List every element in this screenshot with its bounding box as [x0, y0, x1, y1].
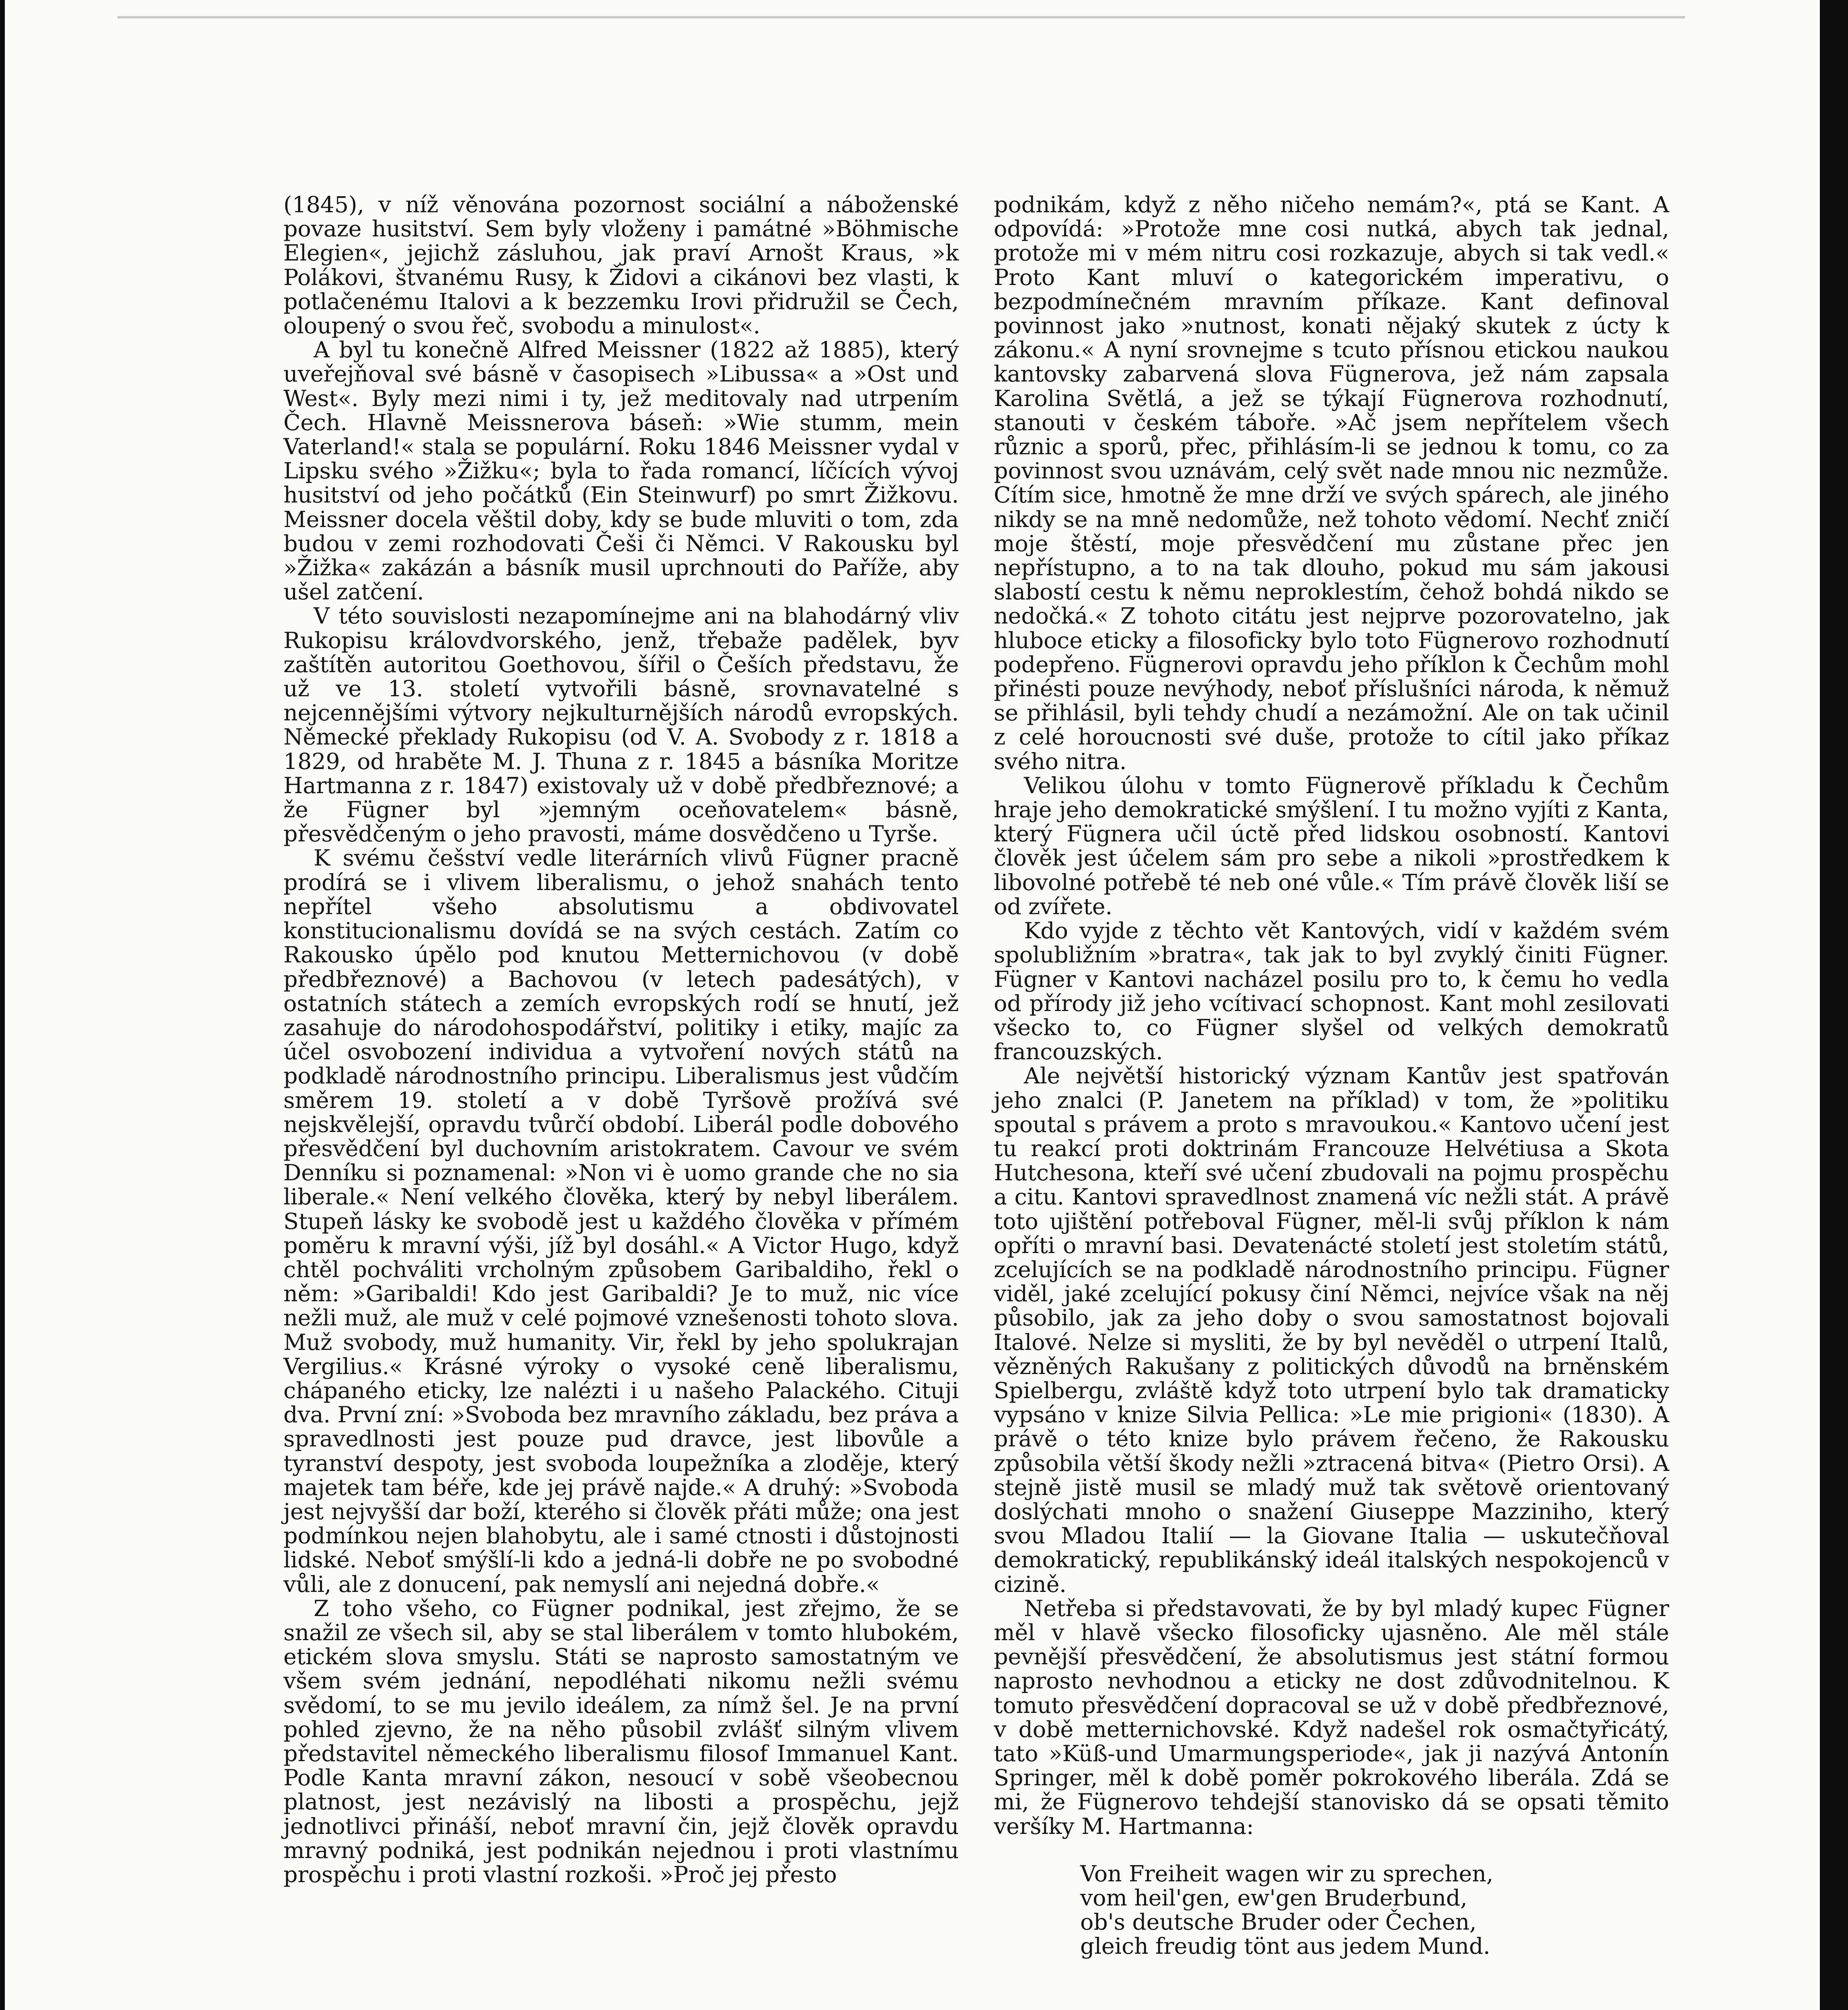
paragraph: Z toho všeho, co Fügner podnikal, jest zřejmo, že se snažil ze všech sil, aby se stal liberálem v tomto hlubokém, etickém slova smyslu. Státi se naprosto samostatným ve všem svém jednání, nepodléhati nikomu nežli svému svědomí, to se mu jevilo ideálem, za nímž šel. Je na první pohled zjevno, že na něho působil zvlášť silným vlivem představitel německého liberalismu filosof Immanuel Kant. Podle Kanta mravní zákon, nesoucí v sobě všeobecnou platnost, jest nezávislý na libosti a prospěchu, jejž jednotlivci přináší, neboť mravní čin, jejž člověk opravdu mravný podniká, jest podnikán nejednou i proti vlastnímu prospěchu i proti vlastní rozkoši. »Proč jej přesto: [283, 1595, 959, 1888]
right-column: [994, 193, 1669, 1959]
paragraph: podnikám, když z něho ničeho nemám?«, ptá se Kant. A odpovídá: »Protože mne cosi nutká, abych tak jednal, protože mi v mém nitru cosi rozkazuje, abych si tak vedl.« Proto Kant mluví o kategorickém imperativu, o bezpodmínečném mravním příkaze. Kant definoval povinnost jako »nutnost, konati nějaký skutek z úcty k zákonu.« A nyní srovnejme s tcuto přísnou etickou naukou kantovsky zabarvená slova Fügnerova, jež nám zapsala Karolina Světlá, a jež se týkají Fügnerova rozhodnutí, stanouti v českém táboře. »Ač jsem nepřítelem všech různic a sporů, přec, přihlásím-li se jednou k tomu, co za povinnost svou uznávám, celý svět nade mnou nic nezmůže. Cítím sice, hmotně že mne drží ve svých spárech, ale jiného nikdy se na mně nedomůže, než tohoto vědomí. Nechť zničí moje štěstí, moje přesvědčení mu zůstane přec jen nepřístupno, a to na tak dlouho, pokud mu sám jakousi slabostí cestu k němu neproklestím, čehož bohdá nikdo se nedočká.« Z tohoto citátu jest nejprve pozorovatelno, jak hluboce eticky a filosoficky bylo toto Fügnerovo rozhodnutí podepřeno. Fügnerovi opravdu jeho příklon k Čechům mohl přinésti pouze nevýhody, neboť příslušníci národa, k němuž se přihlásil, byli tehdy chudí a nezámožní. Ale on tak učinil z celé horoucnosti své duše, protože to cítil jako příkaz svého nitra.: [994, 192, 1669, 775]
verse-quote: [1080, 1862, 1669, 1959]
verse-line: ob's deutsche Bruder oder Čechen,: [1080, 1909, 1477, 1936]
verse-line: Von Freiheit wagen wir zu sprechen,: [1080, 1860, 1493, 1887]
paragraph: K svému češství vedle literárních vlivů Fügner pracně prodírá se i vlivem liberalismu, o jehož snahách tento nepřítel všeho absolutismu a obdivovatel konstitucionalismu dovídá se na svých cestách. Zatím co Rakousko úpělo pod knutou Metternichovou (v době předbřeznové) a Bachovou (v letech padesátých), v ostatních státech a zemích evropských rodí se hnutí, jež zasahuje do národohospodářství, politiky i etiky, majíc za účel osvobození individua a vytvoření nových států na podkladě národnostního principu. Liberalismus jest vůdčím směrem 19. století a v době Tyršově prožívá své nejskvělejší, opravdu tvůrčí období. Liberál podle dobového přesvědčení byl duchovním aristokratem. Cavour ve svém Denníku si poznamenal: »Non vi è uomo grande che no sia liberale.« Není velkého člověka, který by nebyl liberálem. Stupeň lásky ke svobodě jest u každého člověka v přímém poměru k mravní výši, jíž byl dosáhl.« A Victor Hugo, když chtěl pochváliti vrcholným způsobem Garibaldiho, řekl o něm: »Garibaldi! Kdo jest Garibaldi? Je to muž, nic více nežli muž, ale muž v celé pojmové vznešenosti tohoto slova. Muž svobody, muž humanity. Vir, řekl by jeho spolukrajan Vergilius.« Krásné výroky o vysoké ceně liberalismu, chápaného eticky, lze nalézti i u našeho Palackého. Cituji dva. První zní: »Svoboda bez mravního základu, bez práva a spravedlnosti jest pouze pud dravce, jest libovůle a tyranství despoty, jest svoboda loupežníka a zloděje, který majetek tam béře, kde jej právě najde.« A druhý: »Svoboda jest nejvyšší dar boží, kterého si člověk přáti může; ona jest podmínkou nejen blahobytu, ale i samé ctnosti i důstojnosti lidské. Neboť smýšlí-li kdo a jedná-li dobře ne po svobodné vůli, ale z donucení, pak nemyslí ani nejedná dobře.«: [283, 845, 959, 1598]
paragraph: Netřeba si představovati, že by byl mladý kupec Fügner měl v hlavě všecko filosoficky ujasněno. Ale měl stále pevnější přesvědčení, že absolutismus jest státní formou naprosto nevhodnou a eticky ne dost zdůvodnitelnou. K tomuto přesvědčení dopracoval se už v době předbřeznové, v době metternichovské. Když nadešel rok osmačtyřicátý, tato »Küß-und Umarmungsperiode«, jak ji nazývá Antonín Springer, měl k době poměr pokrokového liberála. Zdá se mi, že Fügnerovo tehdejší stanovisko dá se opsati těmito veršíky M. Hartmanna:: [994, 1595, 1669, 1840]
paragraph: Ale největší historický význam Kantův jest spatřován jeho znalci (P. Janetem na příklad) v tom, že »politiku spoutal s právem a proto s mravoukou.« Kantovo učení jest tu reakcí proti doktrinám Francouze Helvétiusa a Skota Hutchesona, kteří své učení zbudovali na pojmu prospěchu a citu. Kantovi spravedlnost znamená víc nežli stát. A právě toto ujištění potřeboval Fügner, měl-li svůj příklon k nám opříti o mravní basi. Devatenácté století jest stoletím států, zcelujících se na podkladě národnostního principu. Fügner viděl, jaké zcelující pokusy činí Němci, nejvíce však na něj působilo, jak za jeho doby o svou samostatnost bojovali Italové. Nelze si mysliti, že by byl nevěděl o utrpení Italů, vězněných Rakušany z politických důvodů na brněnském Spielbergu, zvláště když toto utrpení bylo tak dramaticky vypsáno v knize Silvia Pellica: »Le mie prigioni« (1830). A právě o této knize bylo právem řečeno, že Rakousku způsobila větší škody nežli »ztracená bitva« (Pietro Orsi). A stejně jistě musil se mladý muž tak světově orientovaný doslýchati mnoho o snažení Giuseppe Mazziniho, který svou Mladou Italií — la Giovane Italia — uskutečňoval demokratický, republikánský ideál italských nespokojenců v cizině.: [994, 1063, 1669, 1598]
left-column: [283, 193, 959, 1887]
verse-line: vom heil'gen, ew'gen Bruderbund,: [1080, 1885, 1467, 1912]
paragraph: Kdo vyjde z těchto vět Kantových, vidí v každém svém spolubližním »bratra«, tak jak to byl zvyklý činiti Fügner. Fügner v Kantovi nacházel posilu pro to, k čemu ho vedla od přírody již jeho vcítivací schopnost. Kant mohl zesilovati všecko to, co Fügner slyšel od velkých demokratů francouzských.: [994, 918, 1669, 1065]
paragraph: A byl tu konečně Alfred Meissner (1822 až 1885), který uveřejňoval své básně v časopisech »Libussa« a »Ost und West«. Byly mezi nimi i ty, jež meditovaly nad utrpením Čech. Hlavně Meissnerova báseň: »Wie stumm, mein Vaterland!« stala se populární. Roku 1846 Meissner vydal v Lipsku svého »Žižku«; byla to řada romancí, líčících vývoj husitství od jeho počátků (Ein Steinwurf) po smrt Žižkovu. Meissner docela věštil doby, kdy se bude mluviti o tom, zda budou v zemi rozhodovati Češi či Němci. V Rakousku byl »Žižka« zakázán a básník musil uprchnouti do Paříže, aby ušel zatčení.: [283, 337, 959, 605]
book-page: [5, 0, 1822, 2010]
paragraph: Velikou úlohu v tomto Fügnerově příkladu k Čechům hraje jeho demokratické smýšlení. I tu možno vyjíti z Kanta, který Fügnera učil úctě před lidskou osobností. Kantovi člověk jest účelem sám pro sebe a nikoli »prostředkem k libovolné potřebě té neb oné vůle.« Tím právě člověk liší se od zvířete.: [994, 772, 1669, 920]
verse-line: gleich freudig tönt aus jedem Mund.: [1080, 1933, 1490, 1960]
top-rule: [117, 16, 1685, 18]
paragraph: V této souvislosti nezapomínejme ani na blahodárný vliv Rukopisu královdvorského, jenž, třebaže padělek, byv zaštítěn autoritou Goethovou, šířil o Češích představu, že už ve 13. století vytvořili básně, srovnavatelné s nejcennějšími výtvory nejkulturnějších národů evropských. Německé překlady Rukopisu (od V. A. Svobody z r. 1818 a 1829, od hraběte M. J. Thuna z r. 1845 a básníka Moritze Hartmanna z r. 1847) existovaly už v době předbřeznové; a že Fügner byl »jemným oceňovatelem« básně, přesvědčeným o jeho pravosti, máme dosvědčeno u Tyrše.: [283, 603, 959, 847]
scan-border: [1820, 0, 1848, 2010]
paragraph: (1845), v níž věnována pozornost sociální a náboženské povaze husitství. Sem byly vloženy i památné »Böhmische Elegien«, jejichž zásluhou, jak praví Arnošt Kraus, »k Polákovi, štvanému Rusy, k Židovi a cikánovi bez vlasti, k potlačenému Italovi a k bezzemku Irovi přidružil se Čech, oloupený o svou řeč, svobodu a minulost«.: [283, 192, 959, 339]
